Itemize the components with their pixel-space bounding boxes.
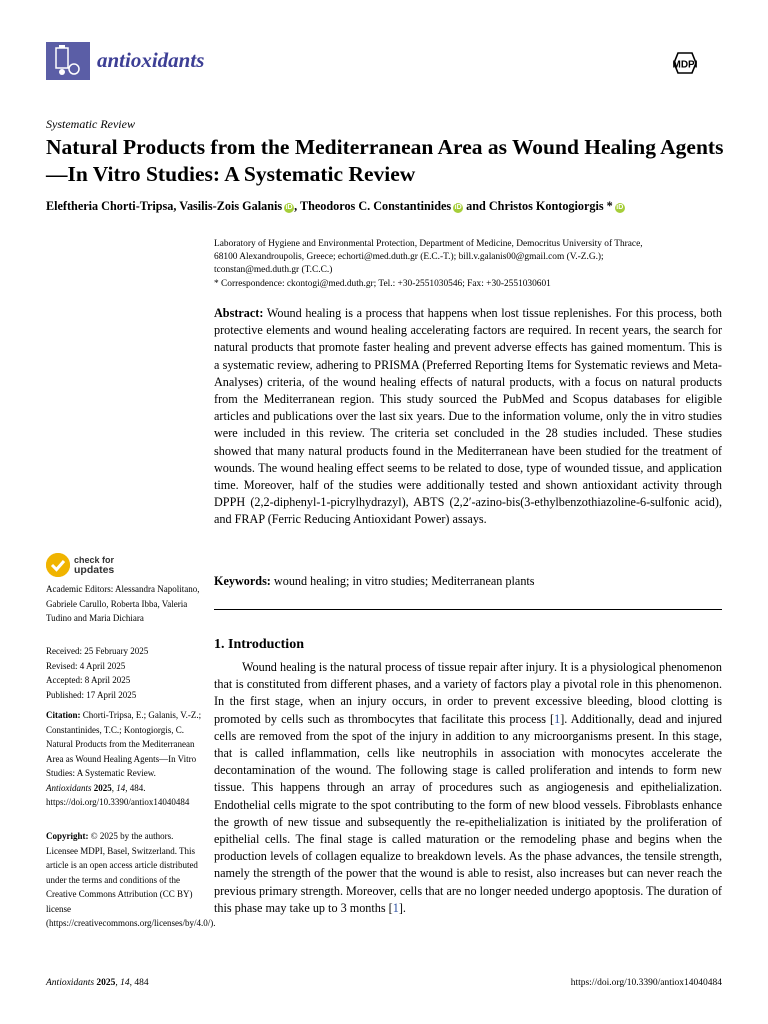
affiliation (214, 238, 734, 291)
academic-editors (46, 582, 202, 626)
copyright-text: © 2025 by the authors. Licensee MDPI, Basel, Switzerland. This article is an open access article distributed under the terms and conditions of the Creative Commons Attribution (CC BY) license (https://creativecommons.org/licenses/by/4.0/). (46, 831, 216, 928)
orcid-icon[interactable]: iD (285, 204, 293, 211)
citation-label: Citation: (46, 710, 81, 720)
published-date: Published: 17 April 2025 (46, 689, 137, 700)
footer-citation (46, 978, 149, 988)
affiliation-line: tconstan@med.duth.gr (T.C.C.) (214, 265, 333, 276)
copyright-block (46, 829, 216, 931)
check-updates-label (74, 555, 114, 575)
article-type: Systematic Review (46, 117, 135, 131)
reference-link[interactable]: 1 (554, 711, 561, 726)
divider (214, 609, 722, 610)
intro-text: Wound healing is the natural process of tissue repair after injury. It is a physiological phenomenon that is constituted from different phases, and a variety of factors play a pivotal role in this phenomenon. In the first stage, when an injury occurs, in order to prevent excessive bleeding, blood clotting is promoted by cells such as thrombocytes that facilitate this process [ (214, 660, 722, 726)
keywords-text: wound healing; in vitro studies; Mediterranean plants (270, 574, 535, 588)
affiliation-line: 68100 Alexandroupolis, Greece; echorti@med.duth.gr (E.C.-T.); bill.v.galanis00@gmail.com (V.-Z.G.); (214, 252, 604, 263)
citation-volume: , 14 (111, 782, 126, 793)
check-for-updates-button[interactable] (46, 553, 156, 579)
keywords (214, 574, 722, 589)
editors-text: Academic Editors: Alessandra Napolitano, Gabriele Carullo, Roberta Ibba, Valeria Tudino and Maria Dichiara (46, 584, 200, 623)
reference-link[interactable]: 1 (392, 900, 399, 915)
citation-journal: Antioxidants (46, 782, 92, 793)
journal-name: antioxidants (97, 48, 205, 72)
svg-text:MDPI: MDPI (672, 59, 698, 71)
abstract-label: Abstract: (214, 306, 264, 320)
keywords-label: Keywords: (214, 574, 271, 588)
orcid-icon[interactable]: iD (616, 204, 624, 211)
section-heading: 1. Introduction (214, 637, 304, 652)
footer-doi-link[interactable]: https://doi.org/10.3390/antiox14040484 (570, 978, 722, 988)
citation-text: Chorti-Tripsa, E.; Galanis, V.-Z.; Constantinides, T.C.; Kontogiorgis, C. Natural Products from the Mediterranean Area as Wound Healing Agents—In Vitro Studies: A Systematic Review. (46, 710, 202, 778)
abstract-text: Wound healing is a process that happens when lost tissue replenishes. For this process, both protective elements and wound healing accelerating factors are required. In recent years, the search for natural products that promote faster healing and prevent adverse effects has gained momentum. This is a systematic review, adhering to PRISMA (Preferred Reporting Items for Systematic reviews and Meta-Analyses) criteria, of the wound healing effects of natural products, with a focus on natural products from the Mediterranean region. This study sourced the PubMed and Scopus databases for eligible articles and publications over the last six years. Due to the information volume, only the in vitro studies were included in this review. The criteria set concluded in the 28 studies included. These studies showed that many natural products found in the Mediterranean have been studied for the treatment of wounds. The wound healing effect seems to be related to dose, type of wounded tissue, and application time. Moreover, half of the studies were additionally tested and shown antioxidant activity through DPPH (2,2-diphenyl-1-picrylhydrazyl), ABTS (2,2′-azino-bis(3-ethylbenzothiazoline-6-sulfonic acid), and FRAP (Ferric Reducing Antioxidant Power) assays. (214, 306, 722, 527)
citation-doi[interactable]: , 484. https://doi.org/10.3390/antiox14040484 (46, 782, 190, 807)
author-names-1: Eleftheria Chorti-Tripsa, Vasilis-Zois Galanis (46, 199, 283, 213)
mdpi-logo-icon (666, 52, 722, 74)
article-title: Natural Products from the Mediterranean Area as Wound Healing Agents—In Vitro Studies: A Systematic Review (46, 135, 724, 186)
accepted-date: Accepted: 8 April 2025 (46, 675, 131, 685)
check-updates-icon (46, 553, 70, 577)
footer-page: , 484 (129, 978, 149, 988)
intro-paragraph (214, 659, 722, 917)
footer-volume: , 14 (115, 978, 130, 988)
check-updates-line: updates (74, 564, 115, 576)
abstract (214, 305, 722, 529)
footer-year: 2025 (94, 978, 116, 988)
intro-text: ]. Additionally, dead and injured cells are removed from the spot of the injury in addition to any microorganisms present. In this stage, that is called inflammation, cells like neutrophils in association with monocytes accelerate the decontamination of the wound. The following stage is called proliferation and intends to form new tissue. This happens through an array of procedures such as angiogenesis and epithelialization. Endothelial cells migrate to the spot contributing to the form of new blood vessels. Fibroblasts enhance the growth of new tissue and subsequently the re-epithelialization is initiated by the proliferation of epithelial cells. The final stage is called maturation or the remodeling phase and begins when the production levels of collagen equalize to breakdown levels. As the phase advances, the tensile strength, namely the strength of the power that the wound is able to resist, also increases but can never reach the previous primary strength. Moreover, cells that are no longer needed undergo apoptosis. The duration of this phase may take up to 3 months [ (214, 711, 722, 915)
orcid-icon[interactable]: iD (454, 204, 462, 211)
revised-date: Revised: 4 April 2025 (46, 660, 126, 671)
copyright-label: Copyright: (46, 831, 89, 841)
check-updates-line: check for (74, 555, 115, 565)
intro-text: ]. (398, 900, 406, 915)
journal-logo-icon (46, 42, 90, 80)
citation-block (46, 708, 202, 810)
affiliation-line: Laboratory of Hygiene and Environmental Protection, Department of Medicine, Democritus University of Thrace, (214, 239, 643, 249)
author-list (46, 199, 736, 214)
author-names-3: and Christos Kontogiorgis * (463, 199, 613, 213)
footer-journal: Antioxidants (46, 978, 95, 988)
correspondence: * Correspondence: ckontogi@med.duth.gr; Tel.: +30-2551030546; Fax: +30-2551030601 (214, 278, 551, 289)
received-date: Received: 25 February 2025 (46, 646, 149, 656)
dates-block (46, 644, 202, 702)
citation-year: 2025 (91, 782, 112, 793)
author-names-2: , Theodoros C. Constantinides (294, 199, 452, 213)
